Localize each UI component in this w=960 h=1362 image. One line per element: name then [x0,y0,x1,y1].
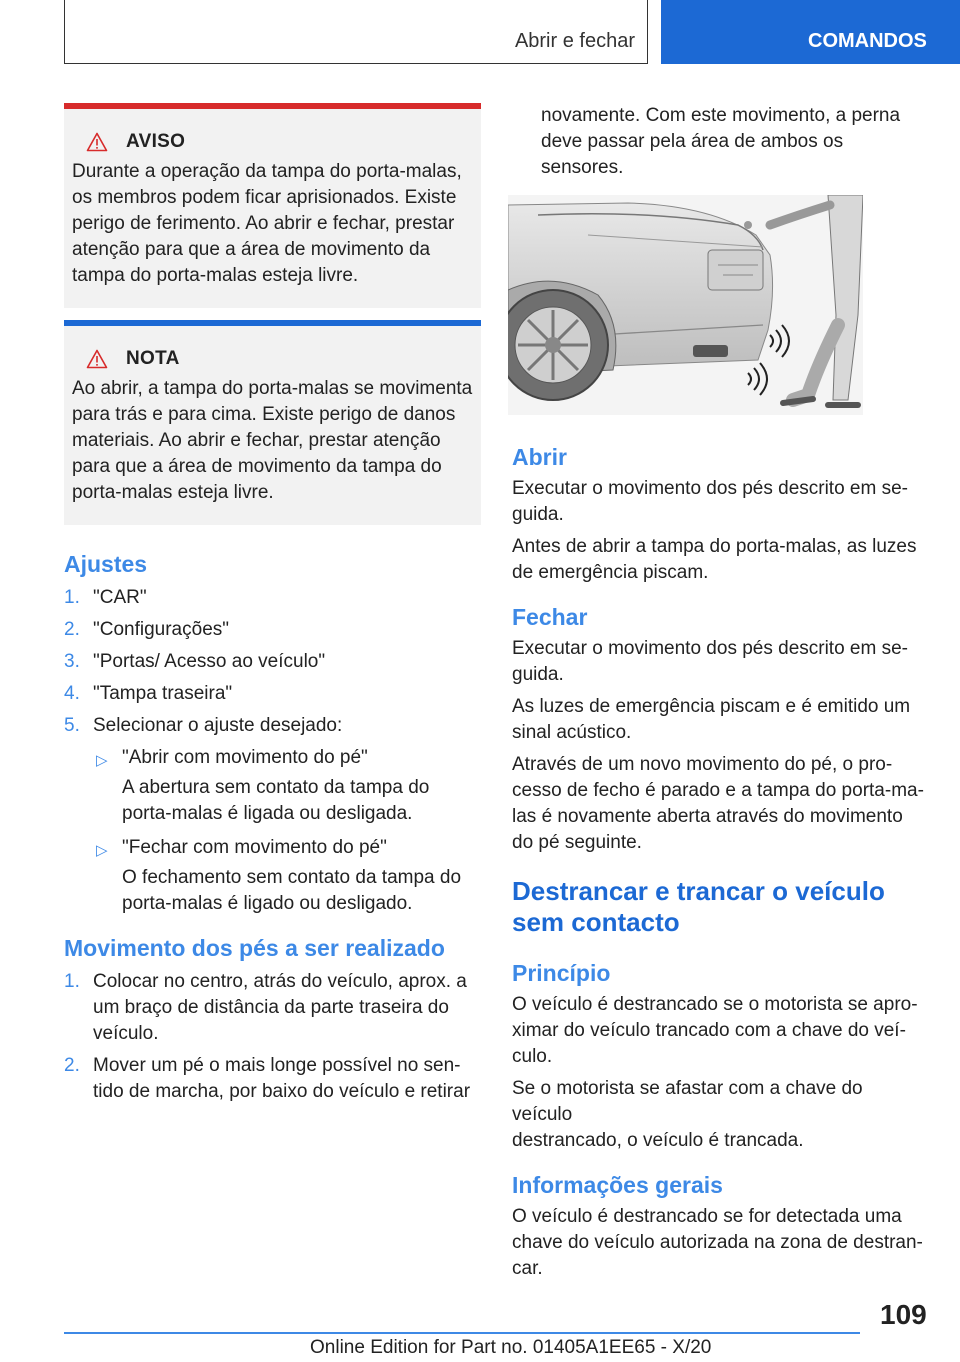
option-desc-line: O fechamento sem contato da tampa do [122,867,462,888]
header-chapter-box [64,0,648,64]
note-header [86,346,473,372]
abrir-heading: Abrir [512,444,567,470]
note-line: porta-malas esteja livre. [72,482,274,503]
step-line: Mover um pé o mais longe possível no sen- [93,1055,461,1076]
warning-box [64,103,481,308]
text-line: las é novamente aberta através do movimento [512,806,903,827]
warning-header [86,129,473,155]
chapter-title: Abrir e fechar [514,30,635,52]
right-column [512,103,928,1282]
text-line: O veículo é destrancado se for detectada uma [512,1206,902,1227]
warning-line: atenção para que a área de movimento da [72,239,431,260]
list-item [64,713,481,739]
fechar-paragraph [512,694,928,746]
step-number: 2. [64,619,80,640]
step-text: "Tampa traseira" [93,683,233,704]
car-foot-sensor-illustration [508,195,863,415]
fechar-heading: Fechar [512,604,588,630]
ajustes-options [64,745,481,917]
option-title: "Abrir com movimento do pé" [122,747,368,768]
note-line: materiais. Ao abrir e fechar, prestar atenção [72,430,441,451]
info-paragraph [512,1204,928,1282]
text-line: Se o motorista se afastar com a chave do veículo [512,1078,863,1125]
step-text: "Configurações" [93,619,230,640]
text-line: car. [512,1258,543,1279]
note-triangle-icon [86,349,108,369]
note-line: Ao abrir, a tampa do porta-malas se movimenta [72,378,473,399]
bullet-triangle-icon: ▷ [96,752,108,769]
step-line: veículo. [93,1023,159,1044]
footer-edition: Online Edition for Part no. 01405A1EE65 - X/20 [310,1337,712,1358]
title-line: sem contacto [512,907,680,937]
principio-heading: Princípio [512,960,611,986]
fechar-paragraph [512,636,928,688]
step-number: 5. [64,715,80,736]
page-number: 109 [880,1299,927,1330]
footer-divider [64,1332,860,1334]
text-line: Através de um novo movimento do pé, o pro- [512,754,893,775]
option-desc-line: porta-malas é ligado ou desligado. [122,893,413,914]
abrir-paragraph [512,476,928,528]
destrancar-title [512,876,928,938]
continuation-line: novamente. Com este movimento, a perna [541,105,901,126]
step-text: "Portas/ Acesso ao veículo" [93,651,326,672]
warning-line: Durante a operação da tampa do porta-malas, [72,161,462,182]
list-item [64,835,481,861]
ajustes-steps [64,585,481,739]
option-description [64,775,481,827]
info-heading: Informações gerais [512,1172,723,1198]
warning-label: AVISO [126,131,186,152]
warning-line: perigo de ferimento. Ao abrir e fechar, prestar [72,213,455,234]
step-number: 1. [64,587,80,608]
step-text: "CAR" [93,587,147,608]
note-box [64,320,481,525]
step-number: 2. [64,1055,80,1076]
list-item [64,969,481,1047]
list-item [64,681,481,707]
left-column [64,103,481,1105]
continuation-text [512,103,928,181]
text-line: Executar o movimento dos pés descrito em se- [512,638,909,659]
list-item [64,585,481,611]
list-item [64,649,481,675]
step-number: 1. [64,971,80,992]
text-line: destrancado, o veículo é trancada. [512,1130,804,1151]
note-label: NOTA [126,348,180,369]
option-desc-line: porta-malas é ligada ou desligada. [122,803,413,824]
step-line: Colocar no centro, atrás do veículo, aprox. a [93,971,467,992]
step-number: 4. [64,683,80,704]
text-line: guida. [512,504,564,525]
step-text: Selecionar o ajuste desejado: [93,715,343,736]
movimento-heading: Movimento dos pés a ser realizado [64,935,445,961]
movimento-steps [64,969,481,1105]
text-line: de emergência piscam. [512,562,709,583]
title-line: Destrancar e trancar o veículo [512,876,885,906]
option-description [64,865,481,917]
text-line: chave do veículo autorizada na zona de destran- [512,1232,923,1253]
text-line: sinal acústico. [512,722,632,743]
step-line: tido de marcha, por baixo do veículo e retirar [93,1081,471,1102]
text-line: culo. [512,1046,553,1067]
text-line: do pé seguinte. [512,832,642,853]
list-item [64,617,481,643]
text-line: ximar do veículo trancado com a chave do veí- [512,1020,906,1041]
text-line: Executar o movimento dos pés descrito em se- [512,478,909,499]
bullet-triangle-icon: ▷ [96,842,108,859]
note-line: para trás e para cima. Existe perigo de danos [72,404,456,425]
principio-paragraph [512,1076,928,1154]
text-line: guida. [512,664,564,685]
warning-text [72,159,473,289]
step-line: um braço de distância da parte traseira do [93,997,449,1018]
note-text [72,376,473,506]
ajustes-heading: Ajustes [64,551,148,577]
fechar-paragraph [512,752,928,856]
text-line: O veículo é destrancado se o motorista se apro- [512,994,918,1015]
step-number: 3. [64,651,80,672]
principio-paragraph [512,992,928,1070]
list-item [64,1053,481,1105]
text-line: Antes de abrir a tampa do porta-malas, as luzes [512,536,917,557]
list-item [64,745,481,771]
section-title: COMANDOS [808,30,927,52]
warning-line: tampa do porta-malas esteja livre. [72,265,359,286]
warning-triangle-icon [86,132,108,152]
option-desc-line: A abertura sem contato da tampa do [122,777,430,798]
note-line: para que a área de movimento da tampa do [72,456,442,477]
option-title: "Fechar com movimento do pé" [122,837,387,858]
warning-line: os membros podem ficar aprisionados. Existe [72,187,457,208]
text-line: As luzes de emergência piscam e é emitido um [512,696,911,717]
text-line: cesso de fecho é parado e a tampa do porta-ma- [512,780,924,801]
continuation-line: deve passar pela área de ambos os sensores. [541,131,844,178]
abrir-paragraph [512,534,928,586]
